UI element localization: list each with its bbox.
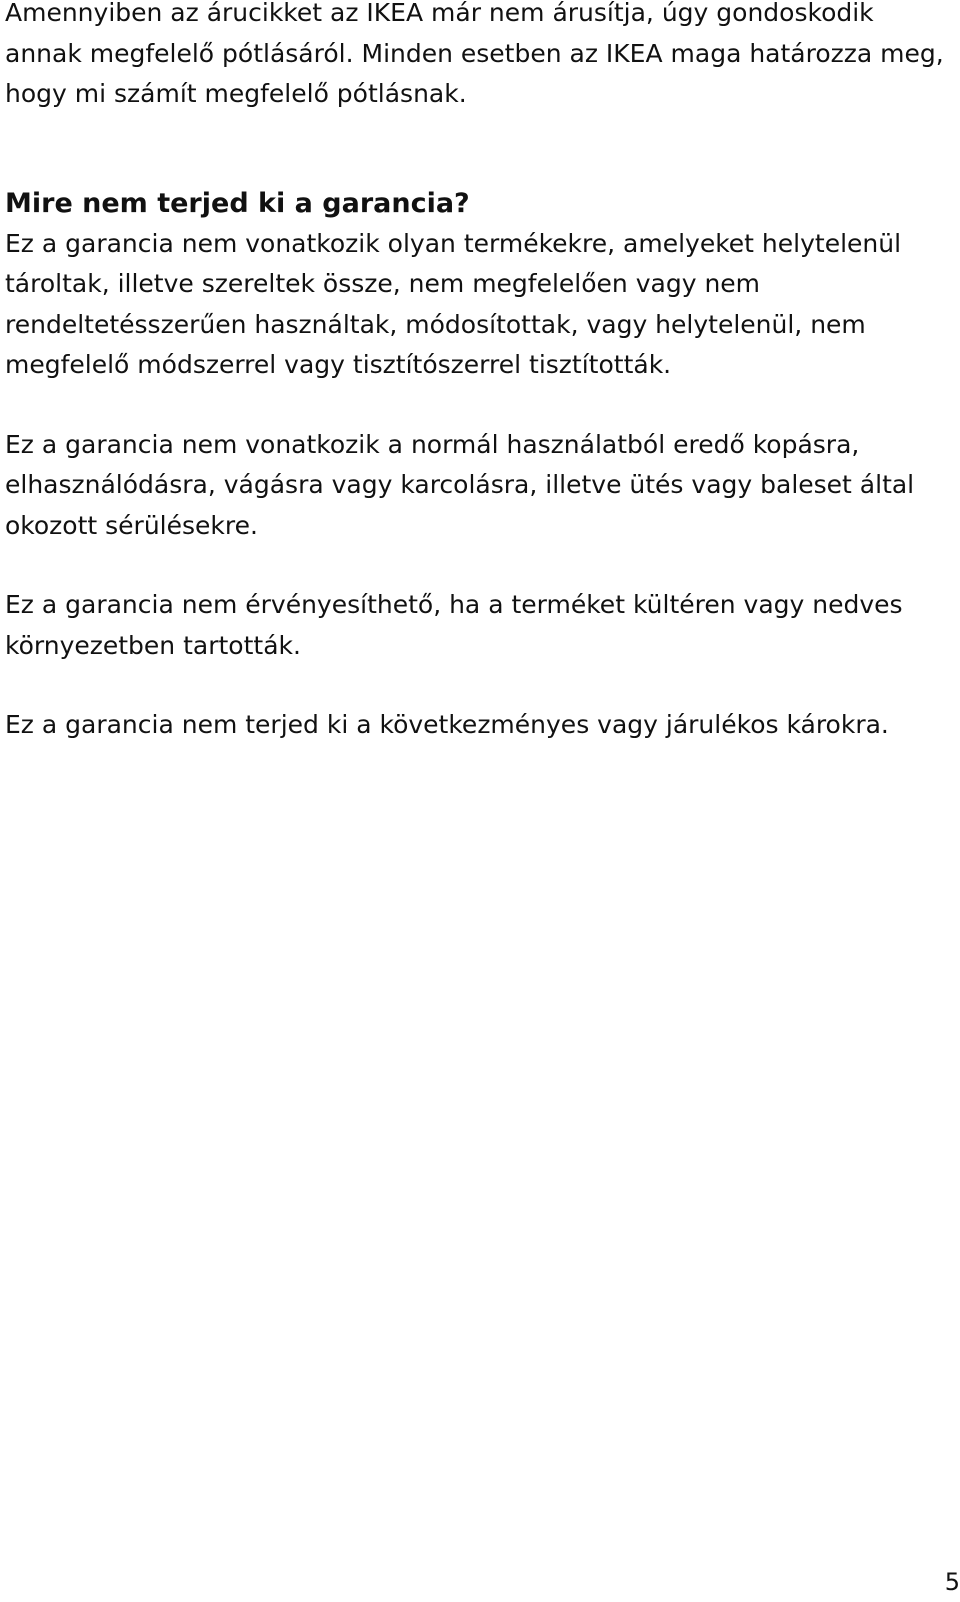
intro-paragraph: Amennyiben az árucikket az IKEA már nem árusítja, úgy gondoskodik annak megfelelő pótlásáról. Minden esetben az IKEA maga határozza meg, hogy mi számít megfelelő pótlásnak. (5, 0, 944, 108)
section-heading: Mire nem terjed ki a garancia? (5, 187, 470, 219)
paragraph-wear-and-tear: Ez a garancia nem vonatkozik a normál használatból eredő kopásra, elhasználódásra, vágásra vagy karcolásra, illetve ütés vagy baleset által okozott sérülésekre. (5, 429, 915, 540)
paragraph-outdoor-use: Ez a garancia nem érvényesíthető, ha a terméket kültéren vagy nedves környezetben tartották. (5, 590, 903, 660)
paragraph-consequential-damage: Ez a garancia nem terjed ki a következményes vagy járulékos károkra. (5, 710, 889, 739)
page-number: 5 (944, 1568, 960, 1596)
document-page (5, 0, 955, 746)
paragraph-storage-misuse: Ez a garancia nem vonatkozik olyan termékekre, amelyeket helytelenül tároltak, illetve szereltek össze, nem megfelelően vagy nem rendeltetésszerűen használtak, módosítottak, vagy helytelenül, nem megfelelő módszerrel vagy tisztítószerrel tisztították. (5, 228, 902, 379)
